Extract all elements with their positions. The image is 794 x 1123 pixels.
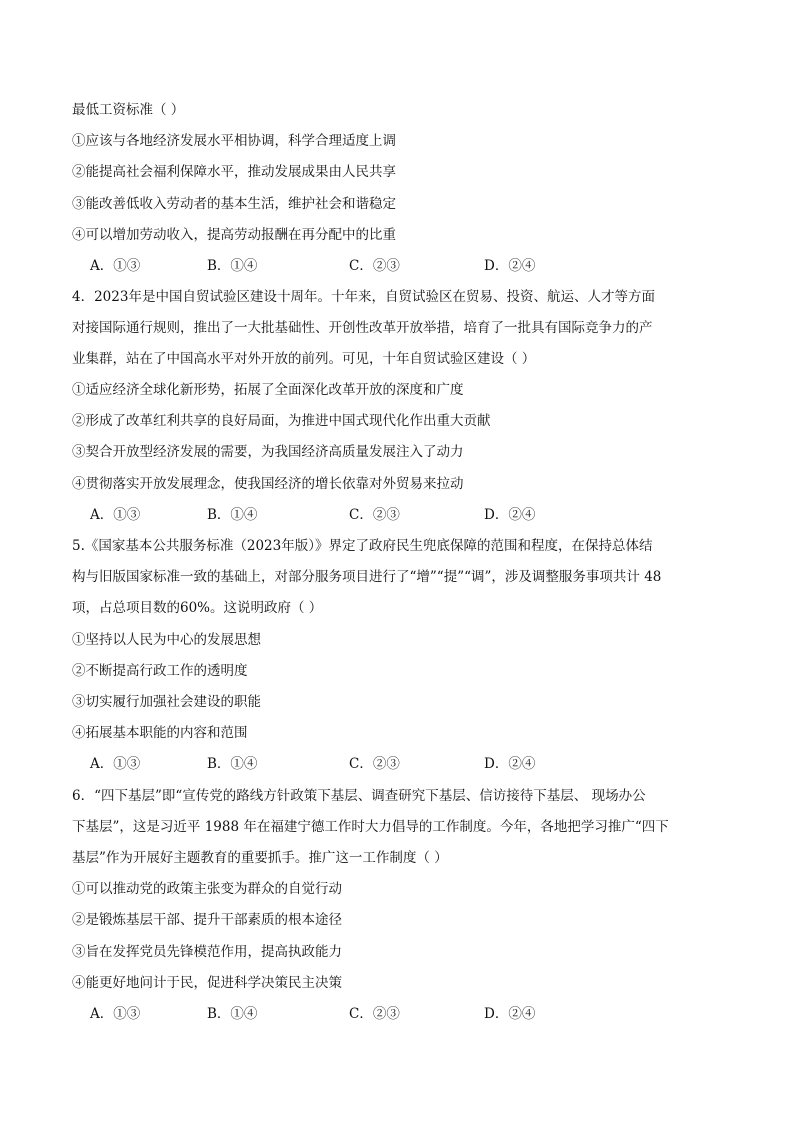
question-stem: 最低工资标准（ ） bbox=[72, 102, 185, 118]
question-stem-line-3: 项，占总项目数的60%。这说明政府（ ） bbox=[72, 600, 323, 616]
option-1: ①坚持以人民为中心的发展思想 bbox=[72, 632, 261, 648]
option-3: ③契合开放型经济发展的需要，为我国经济高质量发展注入了动力 bbox=[72, 444, 464, 460]
choice-c: C．②③ bbox=[349, 258, 400, 274]
choice-b: B．①④ bbox=[207, 1006, 258, 1022]
choice-d: D．②④ bbox=[484, 507, 536, 523]
choice-d: D．②④ bbox=[484, 756, 536, 772]
choice-b: B．①④ bbox=[207, 756, 258, 772]
choice-b: B．①④ bbox=[207, 258, 258, 274]
question-stem-line-2: 对接国际通行规则，推出了一大批基础性、开创性改革开放举措，培育了一批具有国际竞争力的产 bbox=[72, 320, 653, 336]
option-4: ④能更好地问计于民，促进科学决策民主决策 bbox=[72, 975, 342, 991]
option-4: ④可以增加劳动收入，提高劳动报酬在再分配中的比重 bbox=[72, 227, 396, 243]
option-1: ①应该与各地经济发展水平相协调，科学合理适度上调 bbox=[72, 133, 396, 149]
option-1: ①适应经济全球化新形势，拓展了全面深化改革开放的深度和广度 bbox=[72, 382, 464, 398]
option-2: ②是锻炼基层干部、提升干部素质的根本途径 bbox=[72, 912, 342, 928]
question-stem-line-1: 6．“四下基层”即“宣传党的路线方针政策下基层、调查研究下基层、信访接待下基层、 现场办公 bbox=[72, 788, 646, 804]
choice-d: D．②④ bbox=[484, 1006, 536, 1022]
choice-d: D．②④ bbox=[484, 258, 536, 274]
choice-c: C．②③ bbox=[349, 756, 400, 772]
question-stem-line-2: 构与旧版国家标准一致的基础上，对部分服务项目进行了“增”“提”“调”，涉及调整服务事项共计 48 bbox=[72, 569, 662, 585]
option-4: ④贯彻落实开放发展理念，使我国经济的增长依靠对外贸易来拉动 bbox=[72, 476, 464, 492]
choice-c: C．②③ bbox=[349, 507, 400, 523]
option-2: ②形成了改革红利共享的良好局面，为推进中国式现代化作出重大贡献 bbox=[72, 413, 491, 429]
choice-a: A．①③ bbox=[90, 756, 141, 772]
choice-c: C．②③ bbox=[349, 1006, 400, 1022]
choice-b: B．①④ bbox=[207, 507, 258, 523]
question-stem-line-3: 基层”作为开展好主题教育的重要抓手。推广这一工作制度（ ） bbox=[72, 850, 448, 866]
choice-a: A．①③ bbox=[90, 507, 141, 523]
question-stem-line-1: 5.《国家基本公共服务标准（2023年版）》界定了政府民生兜底保障的范围和程度，在保持总体结 bbox=[72, 538, 653, 554]
option-3: ③旨在发挥党员先锋模范作用，提高执政能力 bbox=[72, 944, 342, 960]
question-stem-line-2: 下基层”，这是习近平 1988 年在福建宁德工作时大力倡导的工作制度。今年，各地把学习推广“四下 bbox=[72, 819, 669, 835]
option-3: ③切实履行加强社会建设的职能 bbox=[72, 694, 261, 710]
choice-a: A．①③ bbox=[90, 258, 141, 274]
choice-a: A．①③ bbox=[90, 1006, 141, 1022]
option-4: ④拓展基本职能的内容和范围 bbox=[72, 725, 248, 741]
option-3: ③能改善低收入劳动者的基本生活，维护社会和谐稳定 bbox=[72, 196, 396, 212]
question-stem-line-3: 业集群，站在了中国高水平对外开放的前列。可见，十年自贸试验区建设（ ） bbox=[72, 351, 536, 367]
option-2: ②不断提高行政工作的透明度 bbox=[72, 663, 248, 679]
option-2: ②能提高社会福利保障水平，推动发展成果由人民共享 bbox=[72, 164, 396, 180]
option-1: ①可以推动党的政策主张变为群众的自觉行动 bbox=[72, 881, 342, 897]
question-stem-line-1: 4．2023年是中国自贸试验区建设十周年。十年来，自贸试验区在贸易、投资、航运、人才等方面 bbox=[72, 289, 655, 305]
